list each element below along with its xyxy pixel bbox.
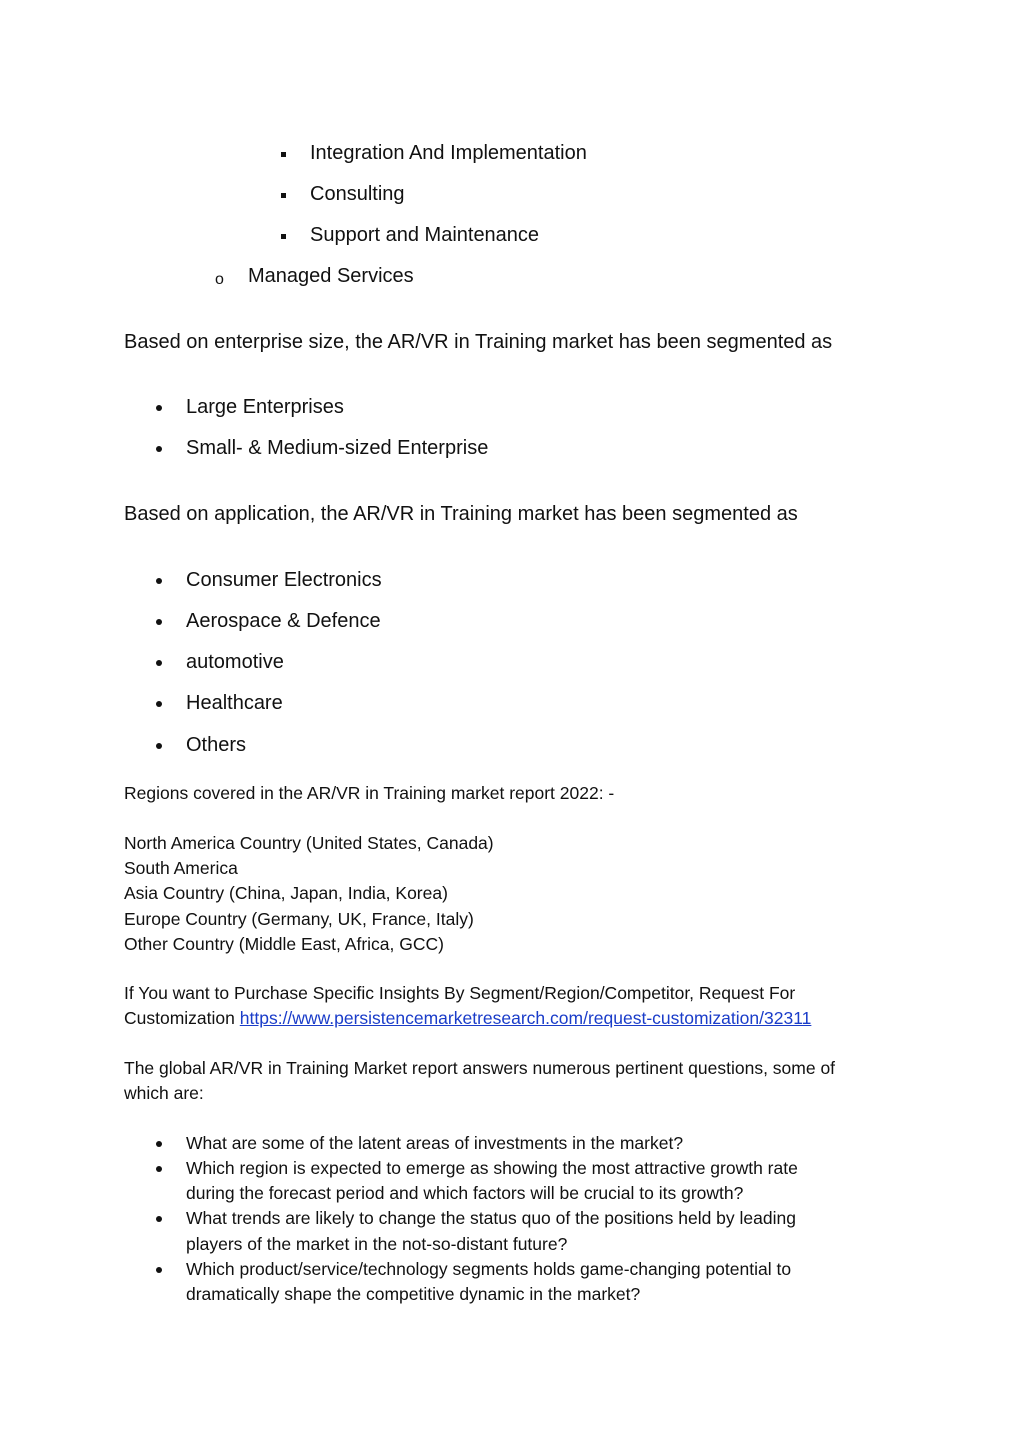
enterprise-size-item: Large Enterprises (186, 396, 344, 418)
questions-intro-cont: which are: (124, 1083, 204, 1103)
customization-label: Customization (124, 1008, 235, 1028)
application-item: Healthcare (186, 692, 283, 714)
square-bullet-icon (281, 152, 286, 157)
application-item: automotive (186, 651, 284, 673)
service-sub-item: Consulting (310, 183, 405, 205)
regions-intro: Regions covered in the AR/VR in Training market report 2022: - (124, 783, 615, 803)
application-item: Others (186, 734, 247, 756)
region-line: South America (124, 858, 238, 878)
questions-intro: The global AR/VR in Training Market report answers numerous pertinent questions, some of (124, 1058, 836, 1078)
application-intro: Based on application, the AR/VR in Training market has been segmented as (124, 503, 798, 525)
managed-services-item: Managed Services (248, 265, 414, 287)
region-line: Other Country (Middle East, Africa, GCC) (124, 934, 444, 954)
customization-line (124, 1006, 811, 1031)
region-line: Europe Country (Germany, UK, France, Italy) (124, 909, 474, 929)
dot-bullet-icon (156, 1166, 162, 1172)
enterprise-size-intro: Based on enterprise size, the AR/VR in Training market has been segmented as (124, 331, 833, 353)
enterprise-size-item: Small- & Medium-sized Enterprise (186, 437, 489, 459)
dot-bullet-icon (156, 660, 162, 666)
square-bullet-icon (281, 193, 286, 198)
dot-bullet-icon (156, 405, 162, 411)
question-item: What are some of the latent areas of investments in the market? (186, 1133, 684, 1153)
square-bullet-icon (281, 234, 286, 239)
dot-bullet-icon (156, 1267, 162, 1273)
question-item: What trends are likely to change the status quo of the positions held by leading (186, 1208, 796, 1228)
dot-bullet-icon (156, 619, 162, 625)
question-item: Which product/service/technology segments holds game-changing potential to (186, 1259, 792, 1279)
dot-bullet-icon (156, 578, 162, 584)
dot-bullet-icon (156, 1141, 162, 1147)
question-item-cont: dramatically shape the competitive dynamic in the market? (186, 1284, 641, 1304)
service-sub-item: Support and Maintenance (310, 224, 540, 246)
dot-bullet-icon (156, 446, 162, 452)
dot-bullet-icon (156, 743, 162, 749)
question-item-cont: during the forecast period and which factors will be crucial to its growth? (186, 1183, 744, 1203)
application-item: Consumer Electronics (186, 569, 382, 591)
dot-bullet-icon (156, 1216, 162, 1222)
question-item-cont: players of the market in the not-so-distant future? (186, 1234, 568, 1254)
region-line: Asia Country (China, Japan, India, Korea) (124, 883, 448, 903)
application-item: Aerospace & Defence (186, 610, 381, 632)
service-sub-item: Integration And Implementation (310, 142, 587, 164)
question-item: Which region is expected to emerge as showing the most attractive growth rate (186, 1158, 798, 1178)
region-line: North America Country (United States, Canada) (124, 833, 494, 853)
dot-bullet-icon (156, 701, 162, 707)
customization-link[interactable]: https://www.persistencemarketresearch.com/request-customization/32311 (239, 1008, 812, 1028)
circle-bullet-icon: o (215, 271, 224, 288)
customization-text: If You want to Purchase Specific Insights By Segment/Region/Competitor, Request For (124, 983, 796, 1003)
